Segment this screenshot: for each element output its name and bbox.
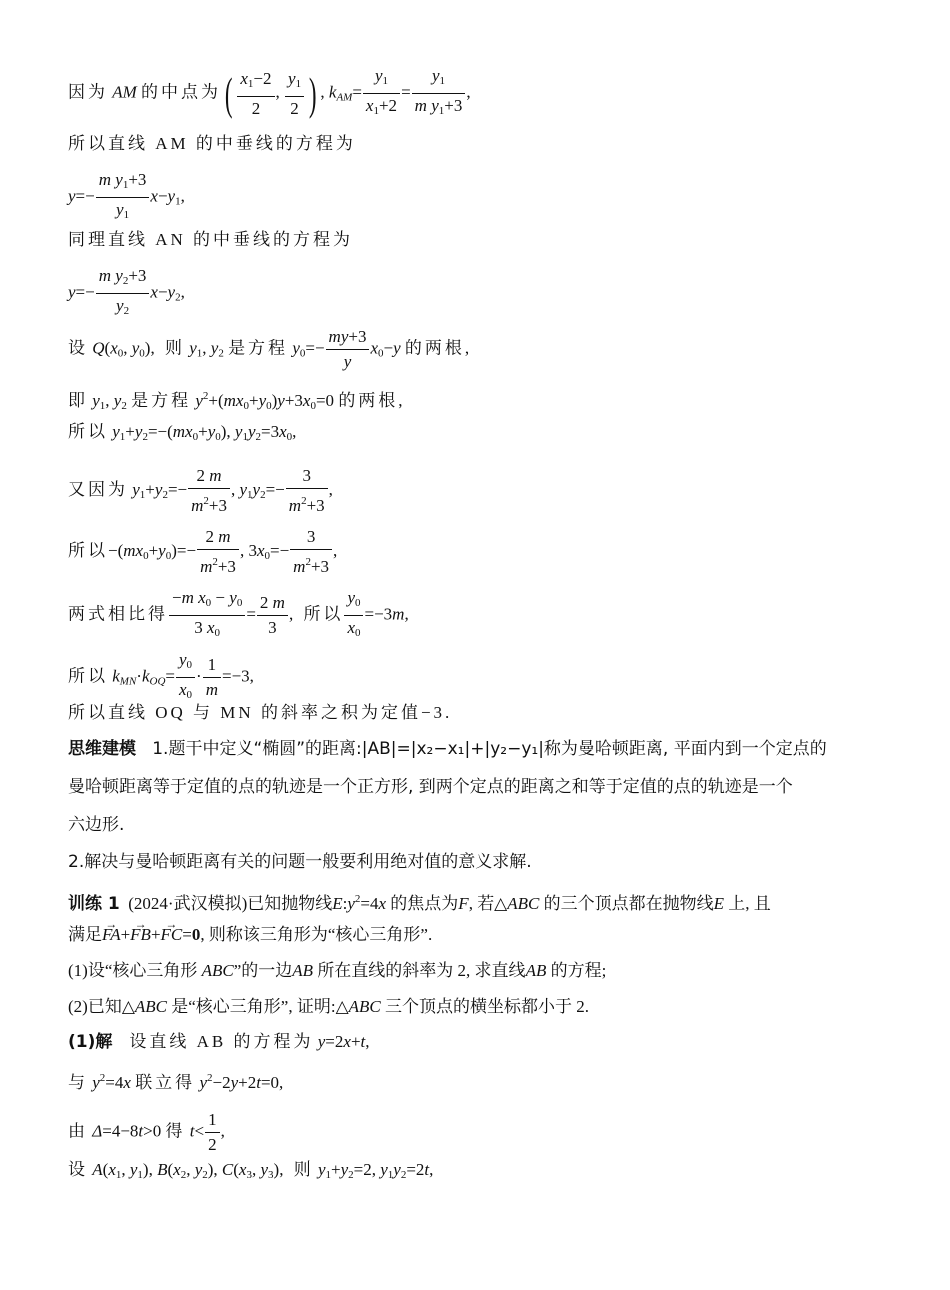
text: 得 [165,1121,186,1141]
line-midpoint-am: 因为 AM 的中点为( $\frac{x_1-2}{2}$ , $\frac{y_1}{2}$ ) , $k_{AM}=$ $\frac{y_1}{x_1+2}$ = $\frac{y_1}{m y_1+3}$ , [68,66,471,119]
text: , 则 [279,1160,314,1179]
exercise-label: 训练 1 [68,894,120,914]
line-vieta-2: 又因为 $y_1+y_2=-$ $\frac{2 m}{m^2+3}$ , $y_1y_2=-$ $\frac{3}{m^2+3}$ , [68,466,333,515]
line-set-q: 设 $Q(x_0$, $y_0$), 则 $y_1$, $y_2$ 是方程 $y_0=-$ $\frac{my+3}{y}$ $x_0-y$ 的两根, [68,327,473,371]
line-compare: 所以$-(mx_0+y_0)=-$ $\frac{2 m}{m^2+3}$ , $3x_0=-$ $\frac{3}{m^2+3}$ , [68,527,338,576]
line-conclusion: 所以直线 OQ 与 MN 的斜率之积为定值−3. [68,703,453,722]
line-quadratic: 即 $y_1$, $y_2$ 是方程 $y^2+(mx_0+y_0)y+3x_0=0$ 的两根, [68,390,406,412]
eq-perp-an: y=− $\frac{m y_2+3}{y_2}$ $x-y_2$, [68,266,185,317]
text: (1)设“核心三角形 [68,961,198,980]
text: 与 [68,1073,88,1092]
line-perp-am: 所以直线 AM 的中垂线的方程为 [68,134,356,153]
text: , 所以 [288,604,344,624]
text: 的中点为 [141,82,222,102]
line-vieta: 所以 $y_1+y_2=-(mx_0+y_0)$, $y_1y_2=3x_0$, [68,422,297,443]
text: , 则 [150,338,185,358]
text: 1.题干中定义“椭圆”的距离:|AB|=|x₂−x₁|+|y₂−y₁|称为曼哈顿距离, 平面内到一个定点的 [152,739,827,759]
exercise-line-2: 满足→ FA+→ FB+→ FC=0, 则称该三角形为“核心三角形”. [68,924,432,946]
text: 三个顶点的横坐标都小于 2. [385,997,590,1016]
solution-line-2: 与 $y^2=4x$ 联立得 $y^2-2y+2t=0$, [68,1072,284,1092]
text: 是“核心三角形”, 证明:△ [171,997,349,1016]
text: 所以 [68,540,108,560]
thinking-label: 思维建模 [68,739,136,759]
text: 的方程; [550,961,607,980]
line-slope-product: 所以 $k_{MN}\cdot k_{OQ}=$ $\frac{y_0}{x_0}$ · $\frac{1}{m}$ =−3, [68,650,254,701]
thinking-line-4: 2.解决与曼哈顿距离有关的问题一般要利用绝对值的意义求解. [68,852,532,872]
line-ratio: 两式相比得 $\frac{-m x_0 - y_0}{3 x_0}$ = $\frac{2 m}{3}$ , 所以 $\frac{y_0}{x_0}$ =−3m, [68,588,409,639]
text: 所在直线的斜率为 2, 求直线 [317,961,526,980]
exercise-line-1: 训练 1 (2024·武汉模拟)已知抛物线$E:y^2=4x$ 的焦点为F, 若△ABC 的三个顶点都在抛物线E 上, 且 [68,893,771,914]
thinking-line-3: 六边形. [68,815,125,835]
text: 联立得 [135,1073,196,1092]
eq-perp-am: y=− $\frac{m y_1+3}{y_1}$ $x-y_1$, [68,170,185,221]
text: 由 [68,1121,88,1141]
text: 两式相比得 [68,604,168,624]
text: , 则称该三角形为“核心三角形”. [200,925,433,944]
line-perp-an: 同理直线 AN 的中垂线的方程为 [68,230,354,249]
text: 因为 [68,82,108,102]
text: 所以 [68,666,108,686]
thinking-line-1 [68,738,827,760]
text: 又因为 [68,479,128,499]
text: , 若△ [468,894,508,913]
text: 的两根, [338,391,406,410]
text: 设 [68,1160,88,1179]
question-1: (1)设“核心三角形 ABC”的一边AB 所在直线的斜率为 2, 求直线AB 的方程; [68,961,607,980]
text: 设直线 AB 的方程为 [129,1032,314,1051]
solution-line-3: 由 Δ=4−8t>0 得 t< $\frac{1}{2}$ , [68,1110,225,1154]
solution-label: (1)解 [68,1032,113,1052]
text: 是方程 [228,338,289,358]
text: ”的一边 [233,961,293,980]
text: 所以 [68,422,108,441]
thinking-line-2: 曼哈顿距离等于定值的点的轨迹是一个正方形, 到两个定点的距离之和等于定值的点的轨迹是一个 [68,777,793,797]
text: 即 [68,391,88,410]
solution-line-4: 设 $A(x_1$, $y_1$), $B(x_2$, $y_2$), $C(x_3$, $y_3$), 则 $y_1+y_2=2$, $y_1y_2=2t$, [68,1160,434,1181]
text: 满足 [68,925,102,944]
text: (2024·武汉模拟)已知抛物线 [128,894,333,913]
text: 设 [68,338,88,358]
text: 的三个顶点都在抛物线 [543,894,714,913]
text: 是方程 [131,391,192,410]
text: 上, 且 [728,894,771,913]
solution-line-1: (1)解 设直线 AB 的方程为 y=2x+t, [68,1032,370,1052]
text: (2)已知△ [68,997,135,1016]
question-2: (2)已知△ABC 是“核心三角形”, 证明:△ABC 三个顶点的横坐标都小于 2. [68,997,590,1016]
text: 的两根, [404,338,473,358]
text: 的焦点为 [390,894,459,913]
